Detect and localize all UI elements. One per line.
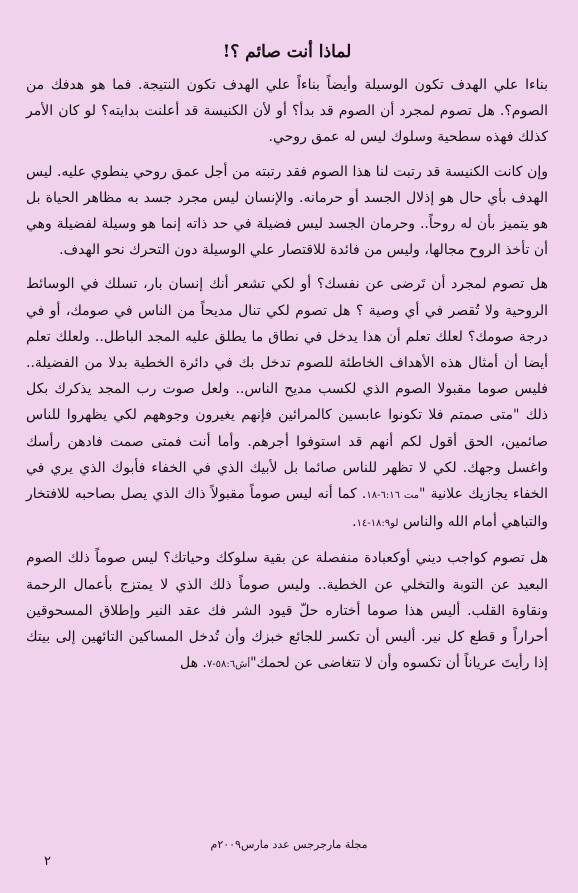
scripture-reference-isaiah: أش٥٨:٦-٧ (206, 659, 251, 671)
article-title: لماذا أنت صائم ؟! (222, 42, 352, 62)
scripture-reference-matthew: مت ٦:١٦-١٨ (366, 490, 420, 502)
magazine-footer: مجلة مارجرجس عدد مارس٢٠٠٩م (210, 838, 368, 851)
scripture-reference-luke: لو١٨:٩-١٤ (356, 518, 399, 530)
paragraph-4-text: هل تصوم كواجب ديني أوكعبادة منفصلة عن بقية سلوكك وحياتك؟ ليس صوماً ذلك الصوم البعيد عن التوبة والتخلي عن الخطية.. وليس صوماً ذلك الذي لا يمتزج بأعمال الرحمة ونقاوة القلب. أليس هذا صوما أختاره حلّ قيود الشر فك عقد النير وإطلاق المسحوقين أحراراً و قطع كل نير. أليس أن تكسر للجائع خبزك وأن تُدخل المساكين التائهين إلى بيتك إذا رأيتَ عرياناً أن تكسوه وأن لا تتغاضى عن لحمك" (26, 550, 548, 672)
paragraph-1: بناءا علي الهدف تكون الوسيلة وأيضاً بناءاً علي الهدف تكون النتيجة. فما هو هدفك من الصوم؟. هل تصوم لمجرد أن الصوم قد بدأ؟ أو لأن الكنيسة قد أعلنت بدايته؟ لو كان الأمر كذلك فهذه سطحية وسلوك ليس له عمق روحي. (26, 77, 548, 146)
paragraph-4 (26, 545, 548, 678)
paragraph-3: هل تصوم لمجرد أن تَرضى عن نفسك؟ أو لكي تشعر أنك إنسان بار، تسلك في الوسائط الروحية ولا تُقصر في أي وصية ؟ هل تصوم لكي تنال مديحاً من الناس في صومك، أو في درجة صومك؟ لعلك تعلم أن هذا يدخل في نطاق ما يطلق عليه المجد الباطل.. ولعلك تعلم أيضا أن أمثال هذه الأهداف الخاطئة للصوم تدخل بك في دائرة الخطية بدلا من الفضيلة.. فليس صوما مقبولا الصوم الذي لكسب مديح الناس.. ولعل صوت رب المجد يذكرك بكل ذلك "متى صمتم فلا تكونوا عابسين كالمرائين فإنهم يغيرون وجوههم لكي يظهروا للناس صائمين، الحق أقول لكم أنهم قد استوفوا أجرهم. وأما أنت فمتى صمت فادهن رأسك واغسل وجهك. لكي لا تظهر للناس صائما بل لأبيك الذي في الخفاء فأبوك الذي يري في الخفاء يجازيك علانية "مت ٦:١٦-١٨. كما أنه ليس صوماً مقبولاً ذاك الذي يصل بصاحبه للافتخار والتباهي أمام الله والناس لو١٨:٩-١٤. (26, 276, 548, 531)
page-number: ٢ (44, 854, 51, 869)
paragraph-3-text: هل تصوم لمجرد أن تَرضى عن نفسك؟ أو لكي تشعر أنك إنسان بار، تسلك في الوسائط الروحية ولا تُقصر في أي وصية ؟ هل تصوم لكي تنال مديحاً من الناس في صومك، أو في درجة صومك؟ لعلك تعلم أن هذا يدخل في نطاق ما يطلق عليه المجد الباطل.. ولعلك تعلم أيضا أن أمثال هذه الأهداف الخاطئة للصوم تدخل بك في دائرة الخطية بدلا من الفضيلة.. فليس صوما مقبولا الصوم الذي لكسب مديح الناس.. ولعل صوت رب المجد يذكرك بكل ذلك "متى صمتم فلا تكونوا عابسين كالمرائين فإنهم يغيرون وجوههم لكي يظهروا للناس صائمين، الحق أقول لكم أنهم قد استوفوا أجرهم. وأما أنت فمتى صمت فادهن رأسك واغسل وجهك. لكي لا تظهر للناس صائما بل لأبيك الذي في الخفاء فأبوك الذي يري في الخفاء يجازيك علانية " (26, 276, 548, 503)
paragraph-4-tail: . هل (179, 655, 207, 672)
paragraph-2: وإن كانت الكنيسة قد رتبت لنا هذا الصوم فقد رتبته من أجل عمق روحي ينطوي عليه. ليس الهدف بأي حال هو إذلال الجسد أو حرمانه. والإنسان ليس مجرد جسد به مظاهر الحياة بل هو يتميز بأن له روحاً.. وحرمان الجسد ليس فضيلة في حد ذاته إنما هو وسيلة لفضيلة وهي أن تأخذ الروح مجالها، وليس من فائدة للاقتصار علي الوسيلة دون التحرك نحو الهدف. (26, 163, 548, 259)
paragraph-3-tail: . كما أنه ليس صوماً مقبولاً ذاك الذي يصل بصاحبه للافتخار والتباهي أمام الله والناس (26, 486, 548, 531)
